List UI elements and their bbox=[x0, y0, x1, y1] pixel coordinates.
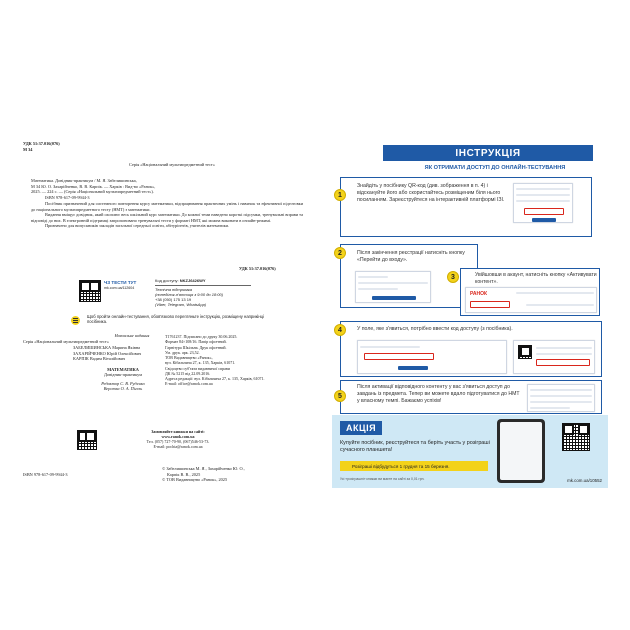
imprint-page bbox=[17, 128, 315, 503]
list-icon bbox=[71, 316, 80, 325]
step-1-box bbox=[340, 177, 592, 237]
step-2-number: 2 bbox=[334, 247, 346, 259]
account-screenshot bbox=[465, 287, 597, 313]
step-1-number: 1 bbox=[334, 189, 346, 201]
tech-line: Свідоцтво суб'єкта видавничої справи bbox=[165, 365, 230, 371]
support-line-1: Технічна підтримка bbox=[155, 287, 192, 293]
step-5-number: 5 bbox=[334, 390, 346, 402]
step-3-number: 3 bbox=[447, 271, 459, 283]
tech-line: ТОВ Видавництво «Ранок», bbox=[165, 355, 213, 361]
divider bbox=[155, 285, 251, 286]
tech-info bbox=[165, 334, 311, 387]
badge-url: mk.com.ua/112604 bbox=[104, 285, 135, 290]
login-screenshot bbox=[355, 271, 431, 303]
authors-list bbox=[73, 345, 173, 392]
promo-text: Купуйте посібник, реєструйтеся та беріть участь у розіграші сучасного планшета! bbox=[340, 440, 490, 454]
promo-dates-text: Розіграші відбудуться 1 грудня та 15 березня. bbox=[352, 463, 450, 469]
step-5-text: Після активації відповідного контенту у вас з'явиться доступ до завдань із предмета. Тепер ви можете вдало підготуватися до НМТ у власному темпі. Бажаємо успіхів! bbox=[357, 384, 520, 405]
shop-line-1: Замовляйте книжки на сайті: bbox=[151, 429, 205, 434]
support-messengers: (Viber, Telegram, WhatsApp) bbox=[155, 302, 207, 308]
tech-line: E-mail: office@ranok.com.ua bbox=[165, 381, 213, 387]
shop-info bbox=[103, 429, 253, 449]
author-3: КАРПІК Вадим Віталійович bbox=[73, 356, 126, 361]
tech-line: вул. Кібальчича 27, к. 135, Харків, 61071. bbox=[165, 360, 236, 366]
instruction-banner: ІНСТРУКЦІЯ bbox=[383, 145, 593, 161]
instruction-subtitle: ЯК ОТРИМАТИ ДОСТУП ДО ОНЛАЙН-ТЕСТУВАННЯ bbox=[424, 165, 566, 171]
copyright-block bbox=[162, 466, 312, 483]
access-code-label: Код доступу: bbox=[155, 278, 179, 283]
bibliographic-record bbox=[31, 178, 303, 229]
online-note: Щоб пройти онлайн-тестування, обов'язково перегляньте інструкцію, розміщену наприкінці посібника. bbox=[87, 314, 264, 325]
promo-note: Усі «розіграшні» книжки ви маєте на сайті за 0,01 грн. bbox=[340, 477, 425, 481]
tablet-image bbox=[497, 419, 545, 483]
author-2: ЗАХАРІЙЧЕНКО Юрій Олексійович bbox=[73, 350, 142, 356]
ranok-logo: РАНОК bbox=[470, 291, 488, 297]
tech-line: Адреса редакції: вул. Кібальчича 27, к. 135, Харків, 61071. bbox=[165, 376, 265, 382]
udk-top: УДК 51:37.016(076) bbox=[23, 141, 60, 146]
access-code-value: NKZJ6426WY bbox=[179, 278, 206, 283]
copyright-line-2: Карпік В. В., 2025 bbox=[167, 471, 201, 477]
instruction-page bbox=[315, 128, 613, 503]
tech-line: Гарнітура Шкільна. Друк офсетний. bbox=[165, 344, 227, 350]
badge-title: ЧЗ ТЕСТИ ТУТ bbox=[104, 280, 137, 285]
layout-line: Верстка О. А. Пігель bbox=[103, 386, 143, 391]
isbn-bottom: ISBN 978-617-09-9944-3 bbox=[23, 472, 68, 477]
shop-url[interactable]: www.ranok.com.ua bbox=[161, 434, 195, 440]
code-input-screenshot bbox=[357, 340, 507, 374]
shop-email: E-mail: pochta@ranok.com.ua bbox=[153, 444, 203, 450]
abstract-3: Призначено для випускників закладів загальної середньої освіти, абітурієнтів, учителів математики. bbox=[45, 223, 230, 228]
step-5-box bbox=[340, 380, 602, 414]
access-qr-code bbox=[79, 280, 101, 302]
support-phone: +38 (050) 175 13 19 bbox=[155, 297, 192, 303]
abstract-1: Посібник призначений для системного повторення курсу математики, відпрацювання практичних умінь і навичок та ефективної підготовки до національного мультипредметного тесту (НМТ) з математики. bbox=[31, 201, 303, 212]
series-line-2: Серія «Національний мультипредметний тест» bbox=[23, 339, 109, 344]
tech-line: Ум. друк. арк. 23,52. bbox=[165, 349, 200, 355]
qr-page-screenshot bbox=[513, 340, 595, 374]
edu-label: Навчальне видання bbox=[114, 333, 150, 338]
bib-line-3: 2025. — 224 с. — (Серія «Національний мультипредметний тест»). bbox=[31, 189, 154, 194]
promo-url[interactable]: mk.com.ua/10552 bbox=[567, 478, 602, 483]
step-4-text: У поле, яке з'явиться, потрібно ввести код доступу (з посібника). bbox=[357, 326, 513, 332]
editor-line: Редактор С. В. Руденко bbox=[101, 380, 145, 386]
step-2-text: Після закінчення реєстрації натисніть кнопку «Перейти до входу». bbox=[357, 250, 465, 264]
author-1: ЗАБЕЛИШИНСЬКА Марина Яківна bbox=[73, 345, 141, 350]
step-3-text: Увійшовши в акаунт, натисніть кнопку «Активувати контент». bbox=[475, 272, 597, 286]
bib-line-1: Математика. Довідник-практикум / М. Я. Забелишинська, bbox=[31, 178, 137, 183]
shop-qr-code bbox=[77, 430, 97, 450]
step-3-box bbox=[460, 268, 600, 316]
series-line: Серія «Національний мультипредметний тест» bbox=[129, 162, 215, 167]
promo-title: АКЦІЯ bbox=[340, 421, 382, 435]
shop-phone: Тел. (057) 727-70-90, (067)546-53-73. bbox=[146, 439, 210, 445]
promo-dates bbox=[340, 461, 488, 471]
copyright-line-1: © Забелишинська М. Я., Захарійченко Ю. О., bbox=[162, 466, 245, 471]
promo-qr-code bbox=[562, 423, 590, 451]
support-line-2: (понеділок-п'ятниця з 9:00 до 18:00) bbox=[155, 292, 224, 298]
promo-block bbox=[332, 415, 608, 488]
isbn-line: ISBN 978-617-09-9944-3 bbox=[45, 194, 90, 200]
m-code: М 34 bbox=[23, 147, 33, 152]
book-spread bbox=[17, 128, 613, 503]
step-1-text: Знайдіть у посібнику QR-код (див. зображення в п. 4) і відскануйте його або скористайтесь розміщеним біля нього посиланням. Зареєструйтеся на інтерактивній платформі ІЗІ. bbox=[357, 183, 505, 204]
step-4-box bbox=[340, 321, 602, 377]
registration-screenshot bbox=[513, 183, 573, 223]
step-4-number: 4 bbox=[334, 324, 346, 336]
copyright-line-3: © ТОВ Видавництво «Ранок», 2025 bbox=[162, 477, 228, 482]
abstract-2: Видання вміщує довідник, який охоплює весь шкільний курс математики. До кожної теми наведено короткі підсумки, тренувальні вправи та відповіді до них. В електронній підтримці запропоновано тренувальні тести у форматі НМТ, які можна виконати в онлайн-режимі. bbox=[31, 212, 303, 223]
bib-line-2: М 34 Ю. О. Захарійченко, В. В. Карпік. — Харків : Вид-во «Ранок», bbox=[31, 183, 156, 189]
tests-badge bbox=[104, 280, 144, 290]
tech-line: ДК № 5215 від 22.09.2016. bbox=[165, 370, 211, 376]
tech-line: Т1761237. Підписано до друку 30.06.2025. bbox=[165, 334, 238, 339]
access-code-block bbox=[155, 278, 255, 308]
tests-screenshot bbox=[527, 384, 595, 412]
book-subtitle: Довідник-практикум bbox=[103, 372, 142, 377]
tech-line: Формат 84×108/16. Папір офсетний. bbox=[165, 339, 227, 345]
udk-bottom: УДК 51:37.016(076) bbox=[239, 266, 276, 271]
book-title: МАТЕМАТИКА bbox=[107, 366, 139, 372]
